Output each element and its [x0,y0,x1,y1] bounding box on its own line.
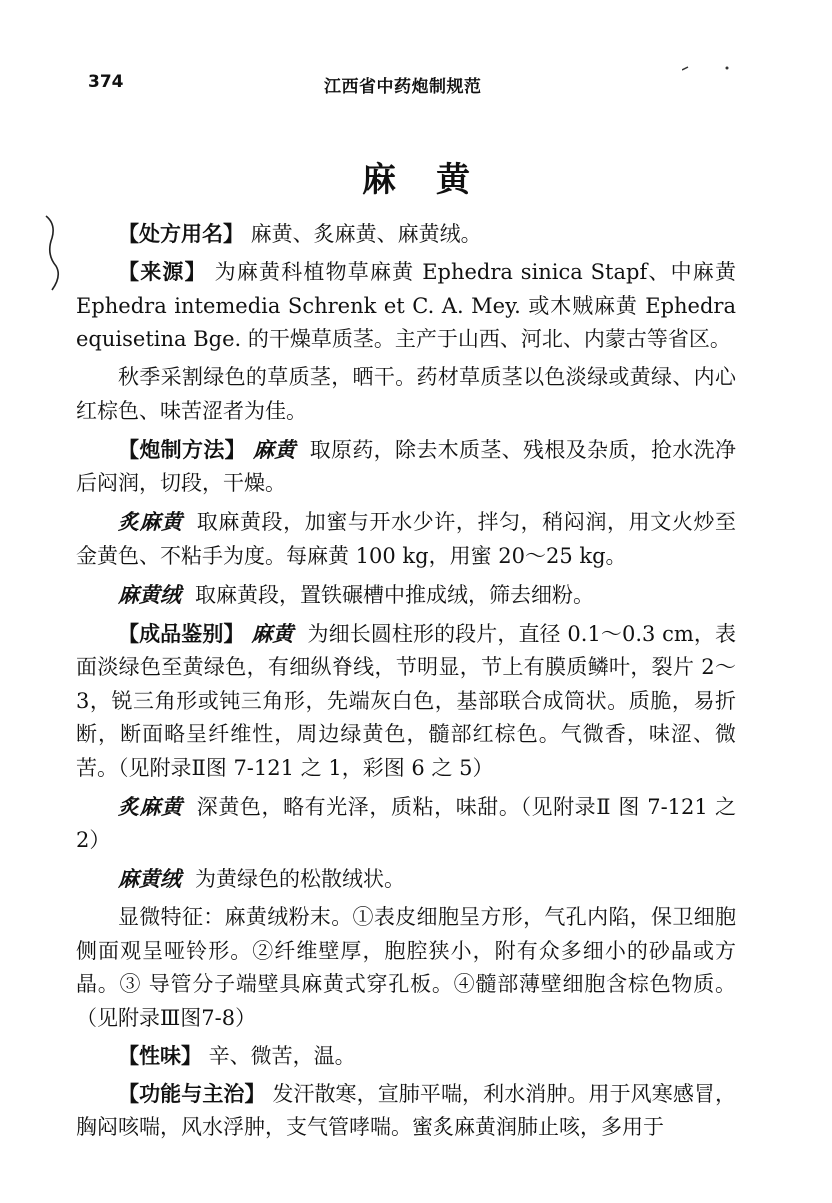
section-label: 【处方用名】 [118,222,244,246]
paragraph-honey-fried [76,505,736,573]
section-label: 【炮制方法】 [118,437,246,462]
handwritten-margin-bracket [40,214,70,294]
section-label: 【功能与主治】 [118,1081,266,1106]
running-title: 江西省中药炮制规范 [324,77,482,97]
section-label: 【性味】 [118,1043,202,1068]
subsection-label: 炙麻黄 [118,793,183,819]
paragraph-floss [76,578,736,613]
paragraph-text: 取麻黄段，加蜜与开水少许，拌匀，稍闷润，用文火炒至金黄色、不粘手为度。每麻黄 100 kg，用蜜 20～25 kg。 [76,510,737,568]
paragraph-processing-method [76,433,736,501]
paragraph-text: 取麻黄段，置铁碾槽中推成绒，筛去细粉。 [195,582,594,607]
page-number: 374 [88,72,124,92]
paragraph-nature-flavor [76,1040,736,1074]
subsection-label: 麻黄绒 [118,866,181,891]
paragraph-text: 显微特征：麻黄绒粉末。①表皮细胞呈方形，气孔内陷，保卫细胞侧面观呈哑铃形。②纤维壁厚，胞腔狭小，附有众多细小的砂晶或方晶。③ 导管分子端壁具麻黄式穿孔板。④髓部薄壁细胞含棕色物质。（见附录Ⅲ图7-8） [76,905,736,1030]
paragraph-text: 深黄色，略有光泽，质粘，味甜。（见附录Ⅱ 图 7-121 之 2） [76,794,737,852]
paragraph-text: 为麻黄科植物草麻黄 Ephedra sinica Stapf、中麻黄 Ephedra intemedia Schrenk et C. A. Mey. 或木贼麻黄 Ephedra equisetina Bge. 的干燥草质茎。主产于山西、河北、内蒙古等省区。 [76,260,736,351]
paragraph-product-identification [76,617,736,786]
subsection-label: 麻黄 [251,620,294,646]
subsection-label: 麻黄绒 [118,581,181,607]
section-label: 【来源】 [118,260,207,284]
paragraph-prescription-names [76,218,736,252]
entry-title: 麻黄 [362,160,510,200]
subsection-label: 炙麻黄 [118,509,183,534]
paragraph-floss-identification [76,862,736,897]
paragraph-text: 为黄绿色的松散绒状。 [195,867,405,891]
section-label: 【成品鉴别】 [118,621,245,646]
paragraph-text: 麻黄、炙麻黄、麻黄绒。 [244,222,482,246]
paragraph-source [76,256,736,357]
paragraph-text: 秋季采割绿色的草质茎，晒干。药材草质茎以色淡绿或黄绿、内心红棕色、味苦涩者为佳。 [76,365,736,423]
paragraph-text: 取原药，除去木质茎、残根及杂质，抢水洗净后闷润，切段，干燥。 [76,437,737,495]
page-header [88,70,744,100]
paragraph-honey-fried-identification [76,790,736,858]
paragraph-microscopic-features [76,901,736,1035]
entry-body [76,218,736,1149]
paragraph-text: 发汗散寒，宣肺平喘，利水消肿。用于风寒感冒，胸闷咳喘，风水浮肿，支气管哮喘。蜜炙麻黄润肺止咳，多用于 [76,1081,736,1139]
paragraph-harvest [76,361,736,428]
paragraph-text: 辛、微苦，温。 [202,1043,356,1068]
paragraph-functions-indications [76,1078,736,1145]
paragraph-text: 为细长圆柱形的段片，直径 0.1～0.3 cm，表面淡绿色至黄绿色，有细纵脊线，节明显，节上有膜质鳞叶，裂片 2～3，锐三角形或钝三角形，先端灰白色，基部联合成筒状。质脆，易折断，断面略呈纤维性，周边绿黄色，髓部红棕色。气微香，味涩、微苦。（见附录Ⅱ图 7-121 之 1，彩图 6 之 5） [76,621,737,780]
subsection-label: 麻黄 [253,436,296,462]
